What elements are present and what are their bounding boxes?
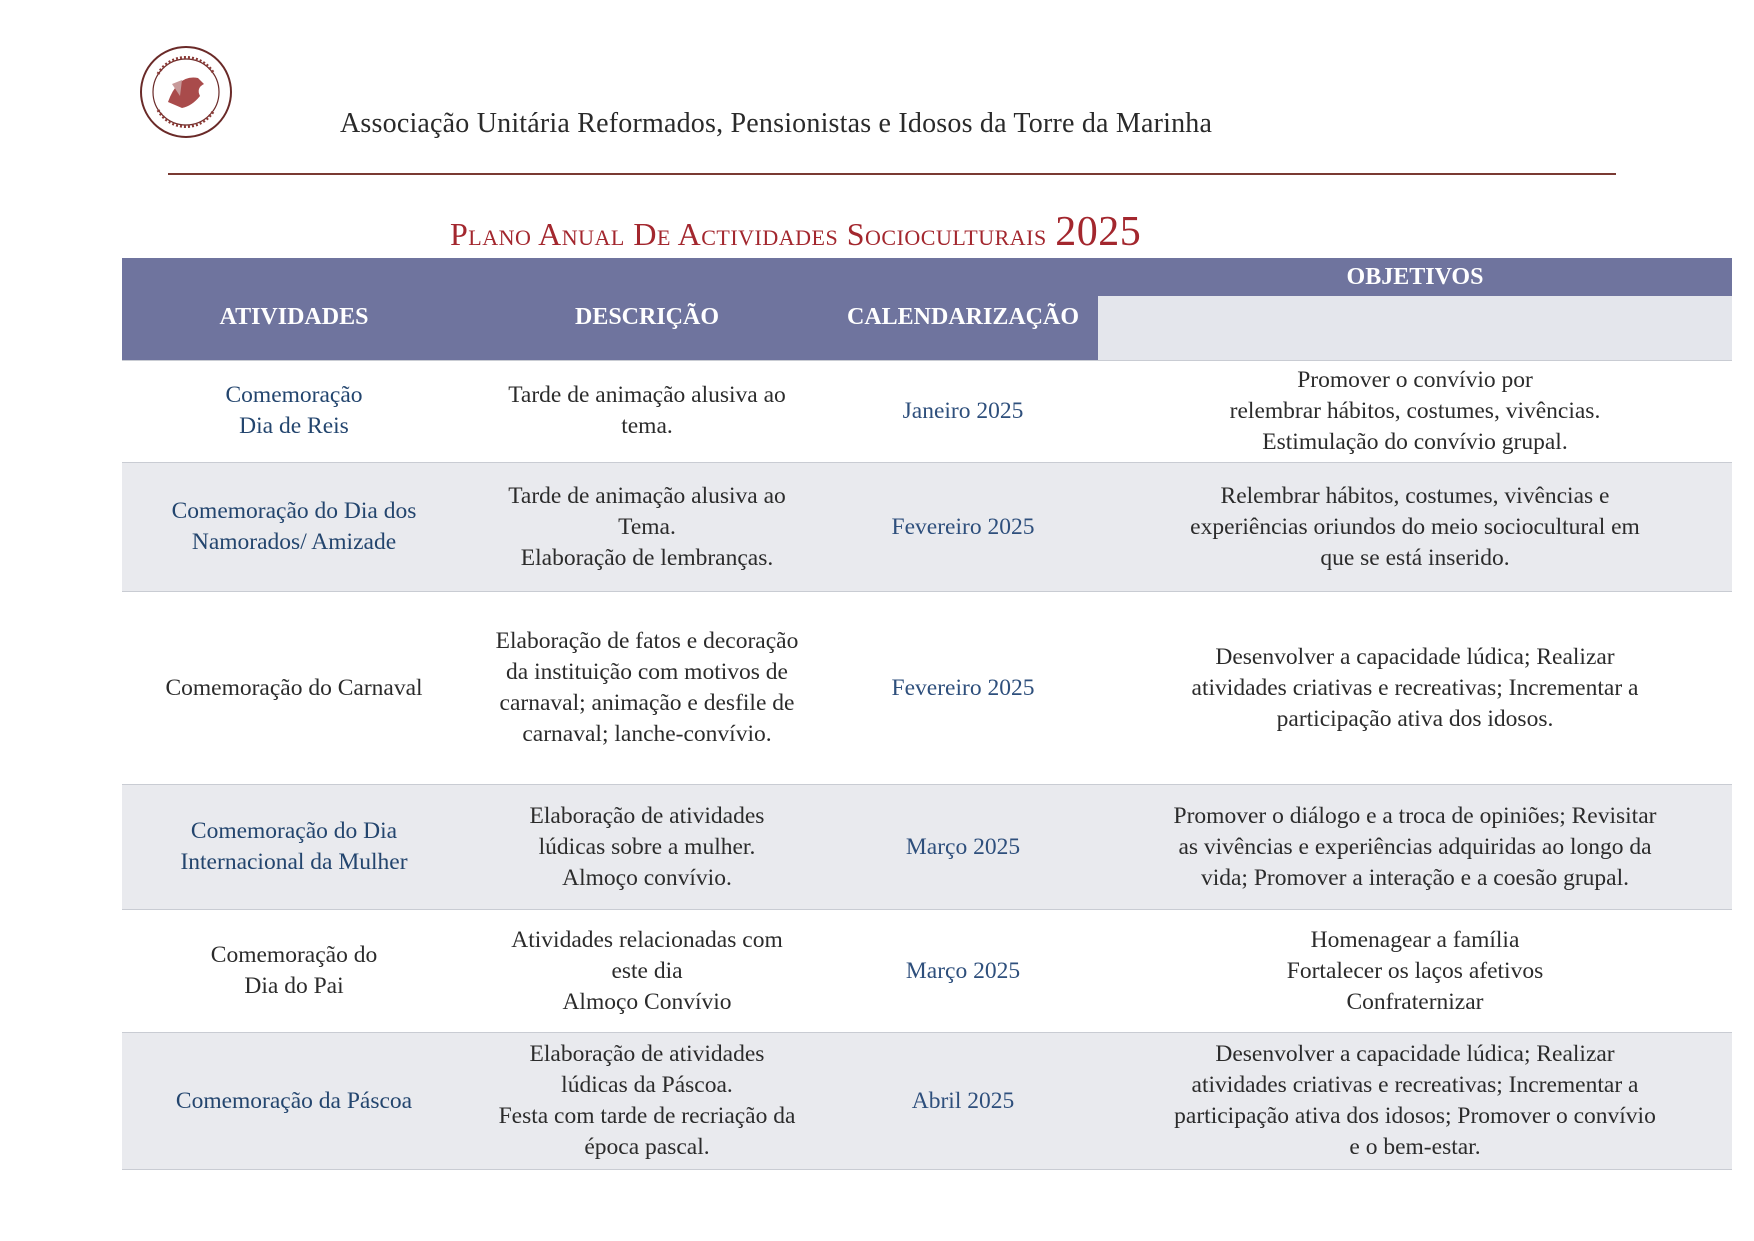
- description-cell: [466, 1033, 828, 1170]
- schedule-cell: Abril 2025: [828, 1033, 1098, 1170]
- description-line: Elaboração de fatos e decoração: [495, 628, 799, 655]
- header-divider: [168, 173, 1616, 175]
- objectives-line: Desenvolver a capacidade lúdica; Realizar: [1215, 1041, 1615, 1068]
- title-year: 2025: [1055, 209, 1142, 255]
- description-line: tema.: [621, 413, 673, 440]
- activity-cell: [122, 592, 466, 785]
- table-row: [122, 592, 1732, 785]
- activity-cell: [122, 785, 466, 910]
- objectives-line: atividades criativas e recreativas; Incrementar a: [1191, 1072, 1639, 1099]
- column-header-description: DESCRIÇÃO: [466, 258, 828, 360]
- objectives-label: OBJETIVOS: [1346, 264, 1484, 290]
- objectives-line: Promover o diálogo e a troca de opiniões; Revisitar: [1173, 802, 1657, 829]
- description-line: lúdicas sobre a mulher.: [538, 833, 756, 860]
- description-line: Tarde de animação alusiva ao: [508, 382, 786, 409]
- table-row: [122, 785, 1732, 910]
- objectives-line: Homenagear a família: [1310, 926, 1520, 953]
- objectives-line: que se está inserido.: [1320, 544, 1510, 571]
- description-line: Elaboração de atividades: [529, 1041, 765, 1068]
- objectives-line: Confraternizar: [1346, 988, 1484, 1015]
- description-cell: [466, 910, 828, 1033]
- objectives-cell: [1098, 592, 1732, 785]
- description-line: Almoço convívio.: [562, 864, 732, 891]
- column-header-objectives: [1098, 258, 1732, 360]
- description-line: Tema.: [618, 513, 676, 540]
- description-line: carnaval; animação e desfile de: [499, 690, 795, 717]
- activity-line: Comemoração do Dia dos: [171, 498, 417, 525]
- table-row: [122, 1033, 1732, 1170]
- description-line: Elaboração de lembranças.: [520, 544, 774, 571]
- objectives-header-band: [1098, 296, 1732, 360]
- activity-line: Comemoração do: [210, 942, 378, 969]
- activity-line: Dia do Pai: [244, 973, 344, 1000]
- schedule-cell: Fevereiro 2025: [828, 463, 1098, 592]
- association-seal-logo: [138, 44, 234, 140]
- objectives-cell: [1098, 910, 1732, 1033]
- objectives-line: vida; Promover a interação e a coesão grupal.: [1200, 864, 1630, 891]
- schedule-cell: Janeiro 2025: [828, 360, 1098, 463]
- objectives-cell: [1098, 463, 1732, 592]
- description-line: carnaval; lanche-convívio.: [522, 721, 772, 748]
- table-row: [122, 360, 1732, 463]
- activity-line: Comemoração do Carnaval: [165, 674, 423, 701]
- organization-name: Associação Unitária Reformados, Pensionistas e Idosos da Torre da Marinha: [340, 108, 1213, 139]
- activity-line: Comemoração: [225, 382, 363, 409]
- activity-cell: [122, 1033, 466, 1170]
- description-cell: [466, 592, 828, 785]
- objectives-line: Promover o convívio por: [1297, 366, 1533, 393]
- activities-table-wrapper: [122, 258, 1732, 1170]
- objectives-line: Relembrar hábitos, costumes, vivências e: [1220, 482, 1610, 509]
- activity-line: Internacional da Mulher: [180, 849, 408, 876]
- activity-cell: [122, 910, 466, 1033]
- schedule-cell: Fevereiro 2025: [828, 592, 1098, 785]
- activity-line: Comemoração da Páscoa: [175, 1087, 413, 1114]
- title-text: Plano Anual De Actividades Socioculturais: [450, 216, 1047, 252]
- description-line: lúdicas da Páscoa.: [561, 1072, 733, 1099]
- objectives-cell: [1098, 1033, 1732, 1170]
- objectives-line: participação ativa dos idosos.: [1276, 705, 1554, 732]
- description-cell: [466, 785, 828, 910]
- column-header-activities: ATIVIDADES: [122, 258, 466, 360]
- objectives-line: as vivências e experiências adquiridas ao longo da: [1178, 833, 1652, 860]
- objectives-line: experiências oriundos do meio sociocultural em: [1190, 513, 1640, 540]
- description-line: este dia: [611, 957, 683, 984]
- column-header-schedule: CALENDARIZAÇÃO: [828, 258, 1098, 360]
- objectives-line: e o bem-estar.: [1349, 1134, 1481, 1161]
- description-line: Festa com tarde de recriação da: [498, 1103, 796, 1130]
- description-line: Elaboração de atividades: [529, 802, 765, 829]
- objectives-line: Desenvolver a capacidade lúdica; Realizar: [1215, 643, 1615, 670]
- activity-line: Namorados/ Amizade: [191, 529, 397, 556]
- schedule-cell: Março 2025: [828, 785, 1098, 910]
- objectives-line: relembrar hábitos, costumes, vivências.: [1229, 397, 1601, 424]
- activity-cell: [122, 463, 466, 592]
- description-line: Atividades relacionadas com: [511, 926, 783, 953]
- description-cell: [466, 360, 828, 463]
- activity-line: Comemoração do Dia: [190, 818, 398, 845]
- activities-table: [122, 258, 1732, 1170]
- description-cell: [466, 463, 828, 592]
- schedule-cell: Março 2025: [828, 910, 1098, 1033]
- document-title: [450, 208, 1141, 256]
- activity-line: Dia de Reis: [239, 413, 349, 440]
- objectives-line: Fortalecer os laços afetivos: [1286, 957, 1544, 984]
- description-line: Almoço Convívio: [562, 988, 732, 1015]
- table-row: [122, 910, 1732, 1033]
- activity-cell: [122, 360, 466, 463]
- description-line: Tarde de animação alusiva ao: [508, 482, 786, 509]
- description-line: época pascal.: [584, 1134, 710, 1161]
- description-line: da instituição com motivos de: [506, 659, 788, 686]
- objectives-line: Estimulação do convívio grupal.: [1262, 428, 1568, 455]
- objectives-cell: [1098, 785, 1732, 910]
- objectives-line: atividades criativas e recreativas; Incrementar a: [1191, 674, 1639, 701]
- objectives-line: participação ativa dos idosos; Promover o convívio: [1174, 1103, 1656, 1130]
- table-row: [122, 463, 1732, 592]
- objectives-cell: [1098, 360, 1732, 463]
- table-header-row: [122, 258, 1732, 360]
